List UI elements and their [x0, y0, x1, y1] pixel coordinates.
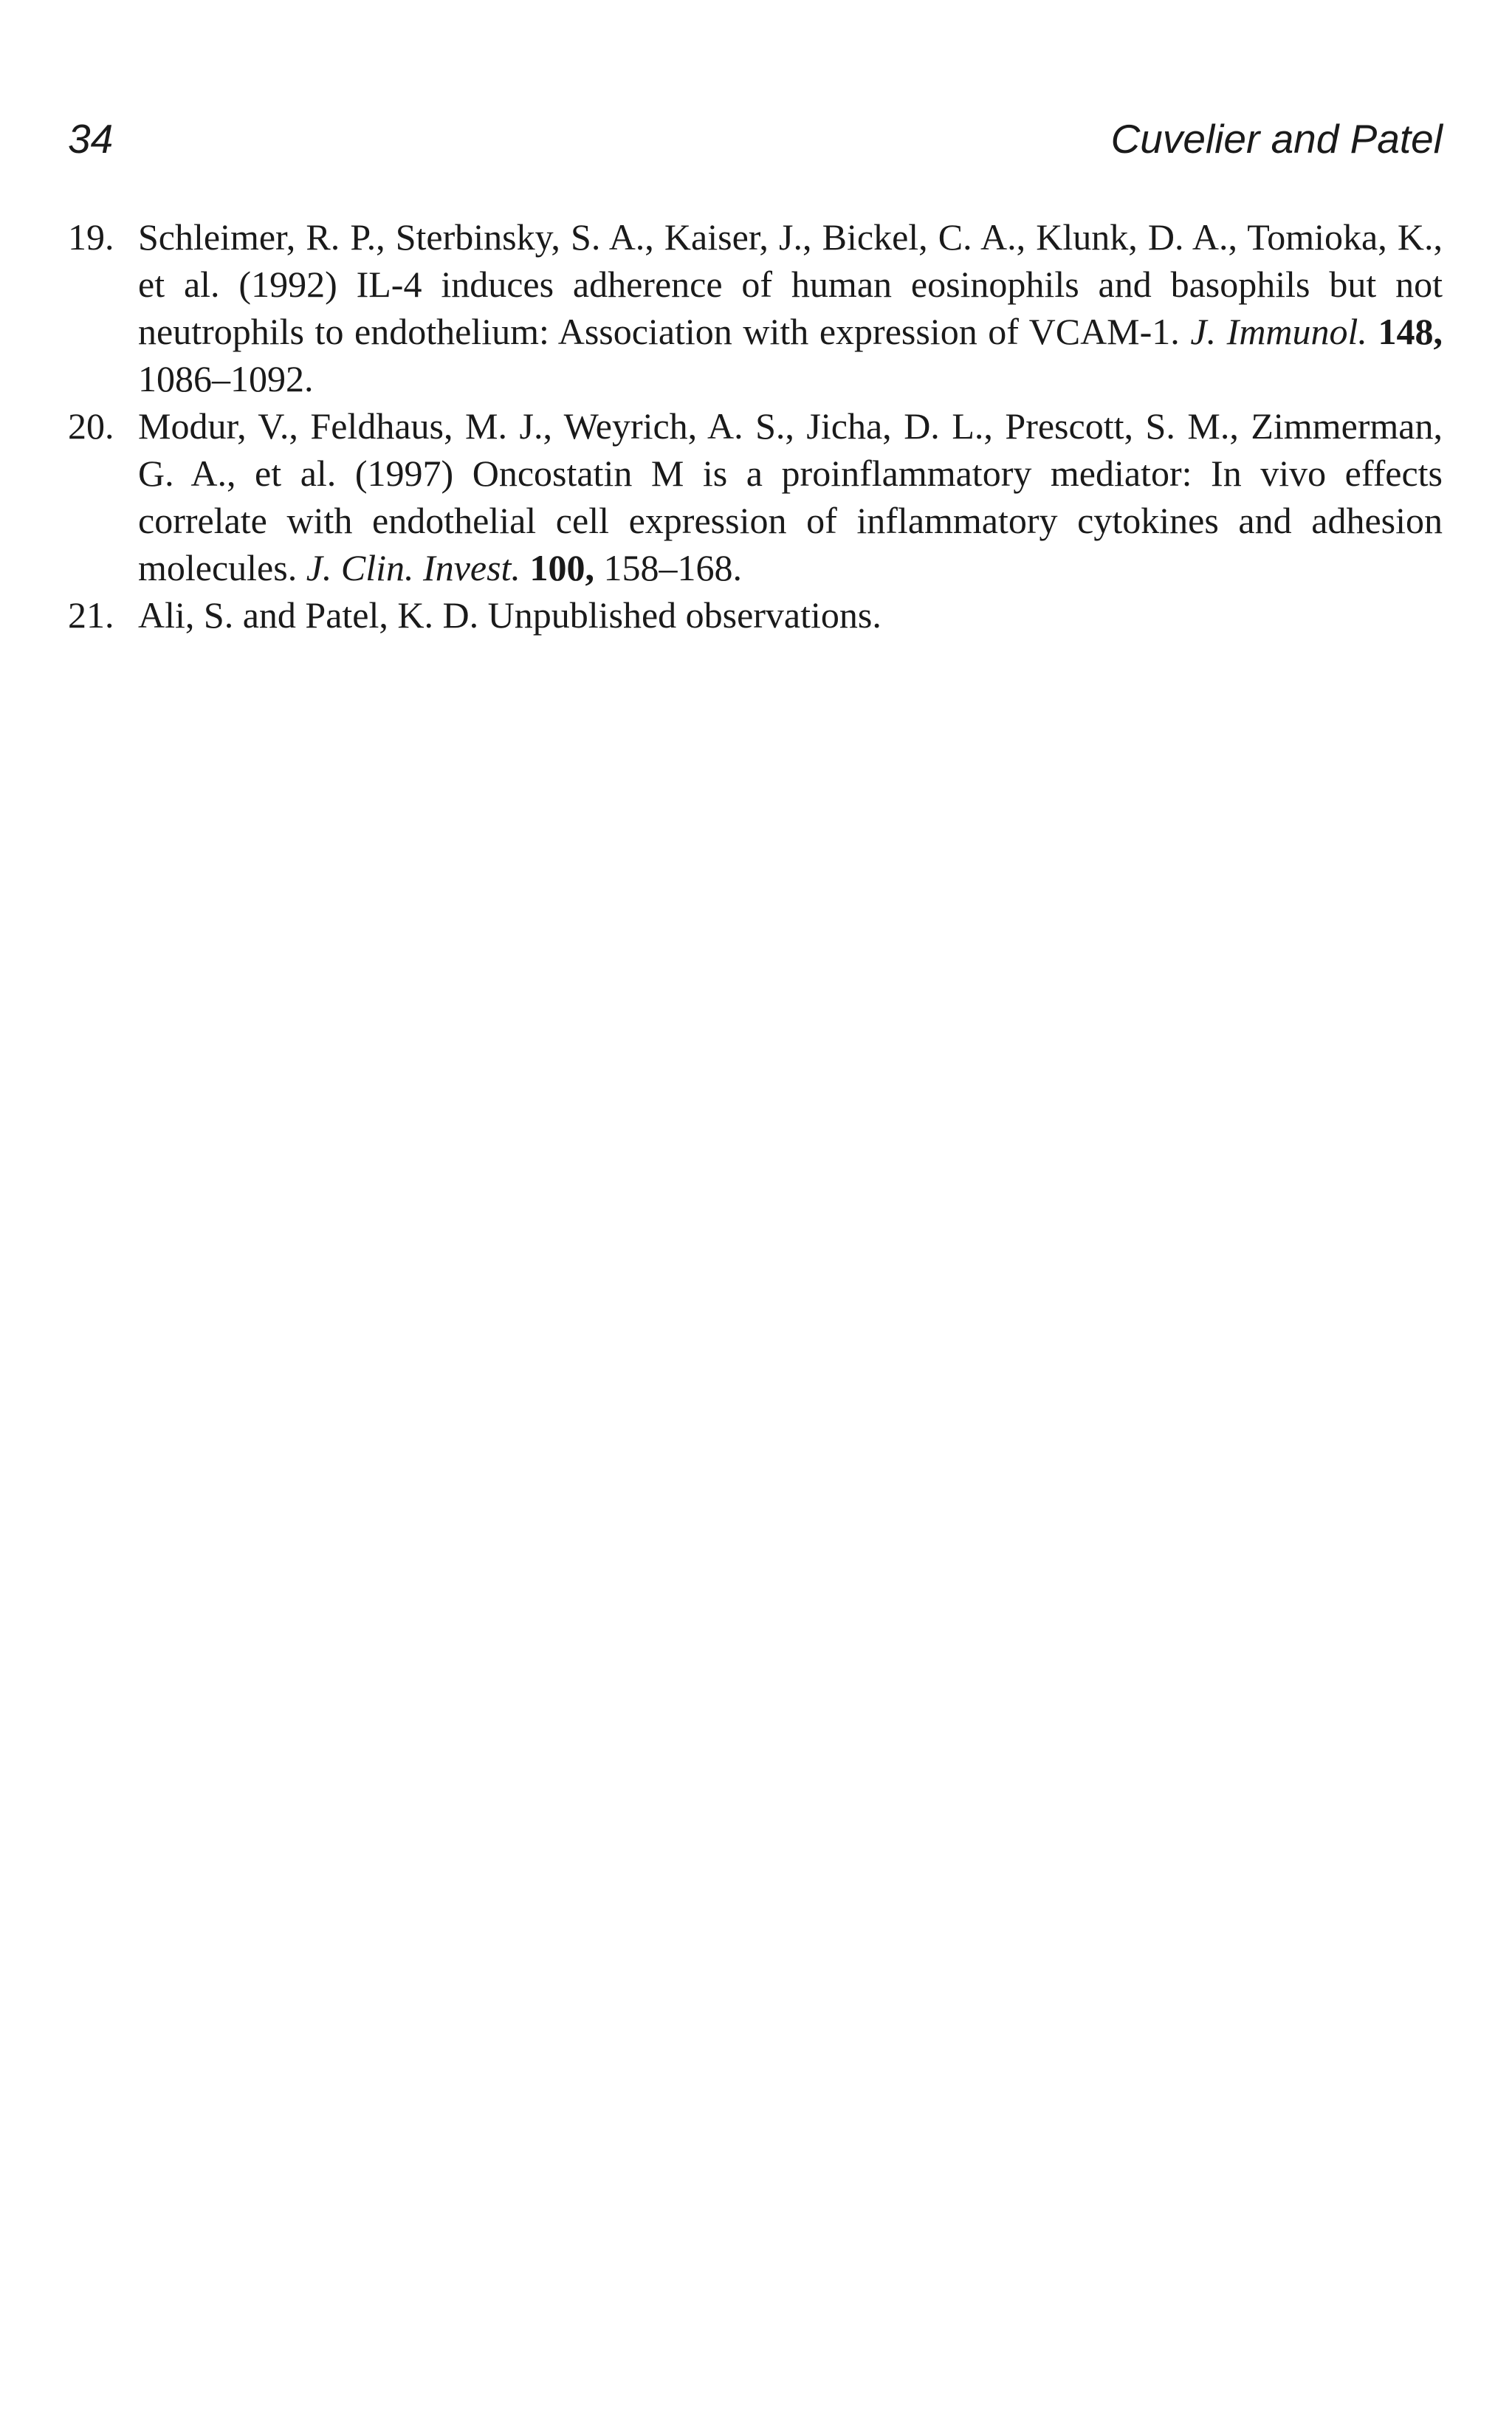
page-number: 34 — [68, 116, 114, 162]
reference-volume: 148, — [1378, 311, 1443, 352]
reference-journal: J. Clin. Invest. — [306, 547, 520, 588]
reference-text — [138, 405, 1443, 588]
running-title: Cuvelier and Patel — [1110, 116, 1443, 162]
reference-item — [68, 591, 1443, 639]
reference-authors: Schleimer, R. P., Sterbinsky, S. A., Kaiser, J., Bickel, C. A., Klunk, D. A., Tomioka, K., et al. — [138, 216, 1443, 305]
reference-journal: J. Immunol. — [1190, 311, 1367, 352]
reference-text — [138, 216, 1443, 399]
reference-item — [68, 213, 1443, 402]
reference-pages: 158–168. — [603, 547, 742, 588]
reference-authors: Modur, V., Feldhaus, M. J., Weyrich, A. S., Jicha, D. L., Prescott, S. M., Zimmerman, G. A., et al. — [138, 405, 1443, 494]
reference-list — [68, 213, 1443, 639]
reference-text — [138, 594, 882, 636]
running-head — [68, 109, 1443, 168]
reference-pages: 1086–1092. — [138, 358, 314, 399]
reference-year: (1997) — [354, 453, 454, 494]
reference-year: (1992) — [238, 264, 337, 305]
reference-note: Unpublished observations. — [487, 594, 882, 636]
reference-title: Oncostatin M is a proinflammatory mediator: In vivo effects correlate with endothelial cell expression of inflammatory cytokines and adhesion molecules. — [138, 453, 1443, 588]
reference-number: 20. — [68, 405, 114, 447]
reference-volume: 100, — [529, 547, 594, 588]
reference-number: 21. — [68, 594, 114, 636]
reference-authors: Ali, S. and Patel, K. D. — [138, 594, 479, 636]
reference-title: IL-4 induces adherence of human eosinophils and basophils but not neutrophils to endothelium: Association with expression of VCAM-1. — [138, 264, 1443, 352]
reference-number: 19. — [68, 216, 114, 258]
reference-item — [68, 402, 1443, 591]
